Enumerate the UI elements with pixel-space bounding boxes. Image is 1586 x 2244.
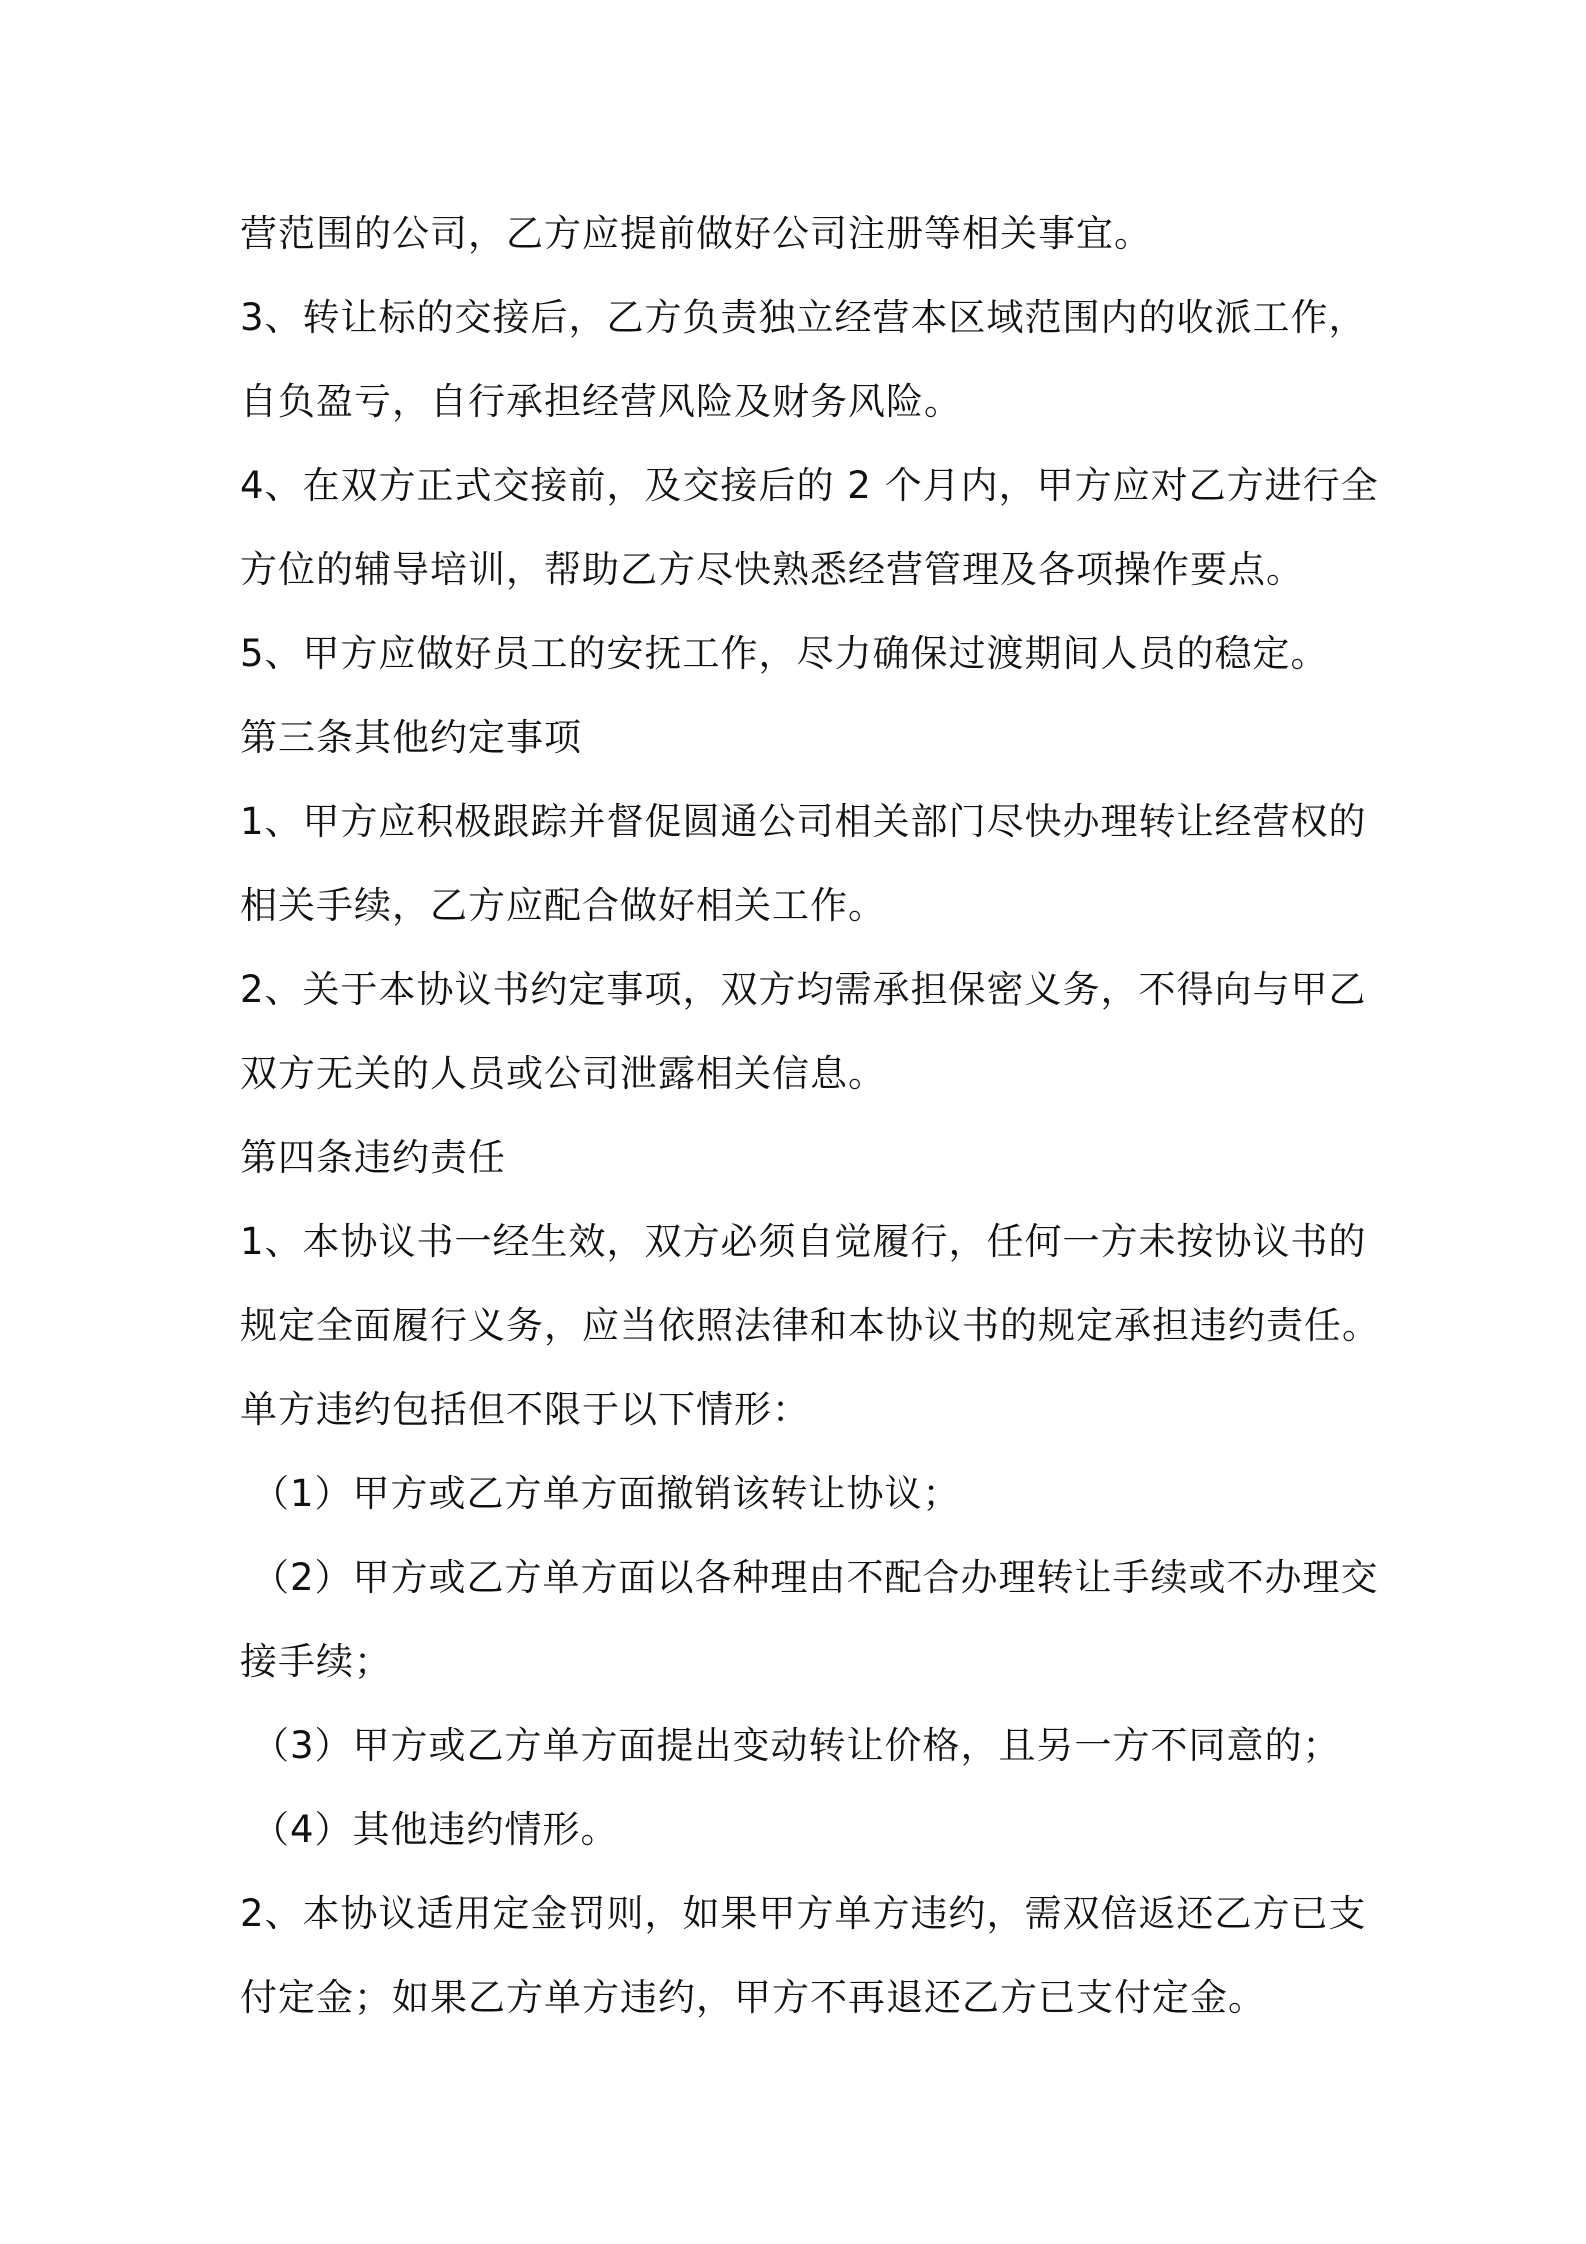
paragraph-line: 方位的辅导培训，帮助乙方尽快熟悉经营管理及各项操作要点。 [240, 548, 1304, 591]
paragraph-line: 4、在双方正式交接前，及交接后的 2 个月内，甲方应对乙方进行全 [240, 464, 1379, 507]
paragraph-line: 相关手续，乙方应配合做好相关工作。 [240, 884, 886, 927]
paragraph-line: 付定金；如果乙方单方违约，甲方不再退还乙方已支付定金。 [240, 1976, 1266, 2019]
paragraph-line: 接手续； [240, 1640, 392, 1683]
paragraph-line: 3、转让标的交接后，乙方负责独立经营本区域范围内的收派工作， [240, 296, 1367, 339]
section-heading: 第四条违约责任 [240, 1136, 506, 1179]
paragraph-line: 单方违约包括但不限于以下情形： [240, 1388, 810, 1431]
document-body [240, 192, 1380, 2040]
paragraph-line: 1、本协议书一经生效，双方必须自觉履行，任何一方未按协议书的 [240, 1220, 1367, 1263]
paragraph-line: 营范围的公司，乙方应提前做好公司注册等相关事宜。 [240, 212, 1152, 255]
list-item: （2）甲方或乙方单方面以各种理由不配合办理转让手续或不办理交 [252, 1556, 1379, 1599]
paragraph-line: 2、本协议适用定金罚则，如果甲方单方违约，需双倍返还乙方已支 [240, 1892, 1367, 1935]
paragraph-line: 2、关于本协议书约定事项，双方均需承担保密义务，不得向与甲乙 [240, 968, 1367, 1011]
paragraph-line: 1、甲方应积极跟踪并督促圆通公司相关部门尽快办理转让经营权的 [240, 800, 1367, 843]
list-item: （3）甲方或乙方单方面提出变动转让价格，且另一方不同意的； [252, 1724, 1341, 1767]
section-heading: 第三条其他约定事项 [240, 716, 582, 759]
paragraph-line: 5、甲方应做好员工的安抚工作，尽力确保过渡期间人员的稳定。 [240, 632, 1329, 675]
list-item: （1）甲方或乙方单方面撤销该转让协议； [252, 1472, 961, 1515]
paragraph-line: 规定全面履行义务，应当依照法律和本协议书的规定承担违约责任。 [240, 1304, 1380, 1347]
paragraph-line: 双方无关的人员或公司泄露相关信息。 [240, 1052, 886, 1095]
list-item: （4）其他违约情形。 [252, 1808, 619, 1851]
paragraph-line: 自负盈亏，自行承担经营风险及财务风险。 [240, 380, 962, 423]
